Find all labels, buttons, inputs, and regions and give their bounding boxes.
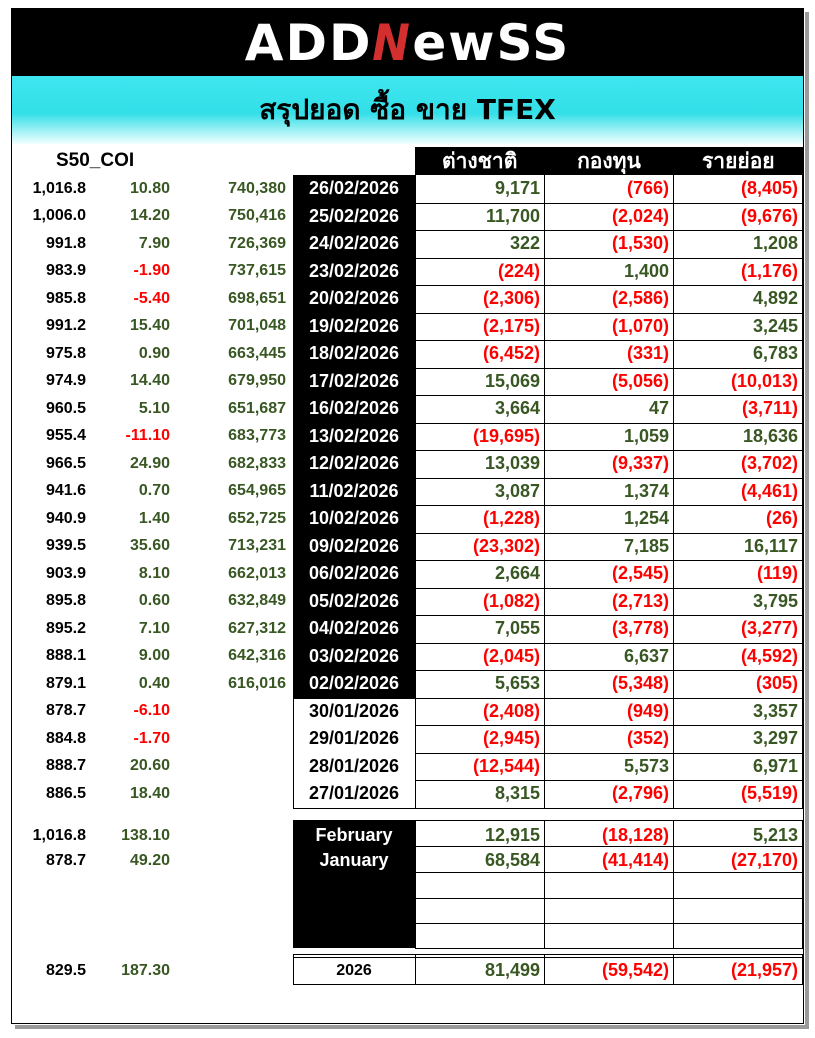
row-foreign-value: 8,315 [494,783,540,804]
row-retail-value: (4,461) [740,480,798,501]
row-oi-value: 701,048 [228,317,286,335]
row-s50-value: 895.2 [45,619,86,637]
header-retail: รายย่อย [702,149,775,173]
row-oi-value: 651,687 [228,399,286,417]
row-s50-value: 888.1 [45,647,86,665]
row-date: 28/01/2026 [293,753,415,781]
monthly-divider [415,846,803,847]
yearly-column-divider [544,954,545,984]
monthly-retail-value: (27,170) [730,850,798,870]
row-change-value: 7.10 [138,619,170,637]
row-change-value: 0.90 [138,344,170,362]
row-retail-value: (8,405) [740,178,798,199]
row-oi-value: 679,950 [228,372,286,390]
row-date: 20/02/2026 [293,285,415,313]
row-date: 18/02/2026 [293,340,415,368]
row-institution-value: (2,586) [611,288,669,309]
row-foreign-value: (224) [497,260,540,281]
row-s50-value: 903.9 [45,564,86,582]
column-divider [673,175,674,808]
row-s50-value: 985.8 [45,289,86,307]
row-change-value: 15.40 [129,317,170,335]
monthly-s50-value: 878.7 [45,851,86,869]
yearly-column-divider [673,954,674,984]
header-institution: กองทุน [577,149,641,173]
yearly-divider [293,984,803,985]
row-retail-value: (3,702) [740,453,798,474]
row-foreign-value: 3,664 [494,398,540,419]
row-date: 19/02/2026 [293,313,415,341]
row-oi-value: 740,380 [228,179,286,197]
yearly-divider [293,957,803,958]
column-divider [802,175,803,808]
row-foreign-value: (19,695) [472,425,540,446]
row-divider [293,698,803,699]
row-oi-value: 663,445 [228,344,286,362]
row-foreign-value: 15,069 [484,370,540,391]
row-retail-value: (26) [765,508,798,529]
monthly-divider [415,923,803,924]
row-foreign-value: 2,664 [494,563,540,584]
row-change-value: 8.10 [138,564,170,582]
row-retail-value: 3,245 [752,315,798,336]
row-date: 11/02/2026 [293,478,415,506]
row-change-value: 0.40 [138,674,170,692]
row-foreign-value: (12,544) [472,755,540,776]
row-s50-value: 895.8 [45,592,86,610]
row-foreign-value: (2,306) [482,288,540,309]
row-institution-value: 6,637 [623,645,669,666]
row-divider [293,808,803,809]
monthly-change-value: 49.20 [129,851,170,869]
brand-prefix: ADD [244,13,373,72]
yearly-change-value: 187.30 [121,961,170,979]
yearly-foreign-value: 81,499 [484,960,540,980]
row-change-value: 0.70 [138,482,170,500]
monthly-change-value: 138.10 [121,826,170,844]
row-institution-value: (5,056) [611,370,669,391]
row-institution-value: (331) [626,343,669,364]
row-foreign-value: (2,175) [482,315,540,336]
row-retail-value: (3,277) [740,618,798,639]
row-s50-value: 884.8 [45,729,86,747]
row-institution-value: (1,070) [611,315,669,336]
row-change-value: 5.10 [138,399,170,417]
row-institution-value: 1,254 [623,508,669,529]
row-date: 24/02/2026 [293,230,415,258]
row-foreign-value: (2,408) [482,700,540,721]
row-retail-value: 6,783 [752,343,798,364]
monthly-label-box [293,820,415,948]
yearly-retail-value: (21,957) [730,960,798,980]
row-oi-value: 682,833 [228,454,286,472]
row-foreign-value: (1,228) [482,508,540,529]
row-s50-value: 991.8 [45,234,86,252]
row-change-value: -6.10 [133,702,170,720]
column-header-row [415,147,803,175]
row-change-value: 14.40 [129,372,170,390]
row-date: 13/02/2026 [293,423,415,451]
row-s50-value: 941.6 [45,482,86,500]
row-change-value: 0.60 [138,592,170,610]
row-retail-value: 6,971 [752,755,798,776]
brand-suffix: ewSS [412,13,571,72]
row-foreign-value: 7,055 [494,618,540,639]
row-retail-value: 3,297 [752,728,798,749]
row-date: 23/02/2026 [293,258,415,286]
row-date: 27/01/2026 [293,780,415,808]
monthly-column-divider [673,820,674,948]
row-oi-value: 737,615 [228,262,286,280]
row-date: 10/02/2026 [293,505,415,533]
row-institution-value: (2,796) [611,783,669,804]
month-label: February [315,825,393,845]
row-change-value: -5.40 [133,289,170,307]
monthly-s50-value: 1,016.8 [32,826,86,844]
header-foreign: ต่างชาติ [441,149,518,173]
yearly-divider [293,954,803,955]
row-s50-value: 879.1 [45,674,86,692]
row-foreign-value: (2,045) [482,645,540,666]
row-change-value: 14.20 [129,207,170,225]
row-institution-value: (949) [626,700,669,721]
row-oi-value: 652,725 [228,509,286,527]
row-retail-value: (1,176) [740,260,798,281]
row-oi-value: 683,773 [228,427,286,445]
row-s50-value: 888.7 [45,757,86,775]
row-change-value: 18.40 [129,784,170,802]
yearly-column-divider [293,954,294,984]
row-institution-value: (9,337) [611,453,669,474]
row-change-value: -11.10 [125,427,170,445]
row-change-value: 7.90 [138,234,170,252]
row-change-value: -1.90 [133,262,170,280]
row-institution-value: 5,573 [623,755,669,776]
month-label: January [319,850,389,870]
row-date: 02/02/2026 [293,670,415,698]
row-date: 25/02/2026 [293,203,415,231]
row-s50-value: 960.5 [45,399,86,417]
row-s50-value: 878.7 [45,702,86,720]
row-retail-value: 4,892 [752,288,798,309]
row-institution-value: 1,400 [623,260,669,281]
row-s50-value: 991.2 [45,317,86,335]
row-date: 12/02/2026 [293,450,415,478]
row-retail-value: (4,592) [740,645,798,666]
row-institution-value: 7,185 [623,535,669,556]
row-s50-value: 975.8 [45,344,86,362]
row-s50-value: 939.5 [45,537,86,555]
row-change-value: 9.00 [138,647,170,665]
row-date: 30/01/2026 [293,698,415,726]
monthly-column-divider [802,820,803,948]
row-retail-value: (3,711) [741,398,798,419]
row-s50-value: 955.4 [45,427,86,445]
monthly-foreign-value: 68,584 [484,850,540,870]
row-retail-value: 3,795 [752,590,798,611]
row-oi-value: 616,016 [228,674,286,692]
row-retail-value: 1,208 [752,233,798,254]
row-change-value: 1.40 [138,509,170,527]
column-divider [415,175,416,808]
frame-shadow-right [805,12,809,1028]
row-institution-value: (2,024) [611,205,669,226]
page-title: สรุปยอด ซื้อ ขาย TFEX [259,93,556,126]
row-s50-value: 886.5 [45,784,86,802]
row-s50-value: 966.5 [45,454,86,472]
row-oi-value: 662,013 [228,564,286,582]
row-date: 09/02/2026 [293,533,415,561]
row-retail-value: (10,013) [730,370,798,391]
row-foreign-value: (2,945) [482,728,540,749]
row-s50-value: 1,006.0 [32,207,86,225]
row-foreign-value: (23,302) [472,535,540,556]
row-institution-value: (3,778) [611,618,669,639]
row-s50-value: 983.9 [45,262,86,280]
row-retail-value: (119) [756,563,798,584]
row-s50-value: 1,016.8 [32,179,86,197]
row-foreign-value: (1,082) [482,590,540,611]
row-foreign-value: 11,700 [485,205,540,226]
monthly-divider [415,820,803,821]
logo-banner [12,9,803,76]
row-retail-value: (9,676) [740,205,798,226]
row-date: 03/02/2026 [293,643,415,671]
yearly-institution-value: (59,542) [601,960,669,980]
row-oi-value: 713,231 [228,537,286,555]
row-oi-value: 627,312 [228,619,286,637]
monthly-column-divider [544,820,545,948]
monthly-divider [415,872,803,873]
yearly-s50-value: 829.5 [45,961,86,979]
row-foreign-value: 5,653 [494,673,540,694]
row-institution-value: 1,374 [623,480,669,501]
row-change-value: -1.70 [133,729,170,747]
row-oi-value: 750,416 [228,207,286,225]
column-divider [293,698,294,808]
row-institution-value: (1,530) [611,233,669,254]
monthly-institution-value: (18,128) [601,825,669,845]
row-foreign-value: 322 [509,233,540,254]
frame-shadow-bottom [15,1025,809,1029]
row-retail-value: 3,357 [752,700,798,721]
row-date: 04/02/2026 [293,615,415,643]
row-change-value: 20.60 [129,757,170,775]
row-s50-value: 940.9 [45,509,86,527]
monthly-retail-value: 5,213 [752,825,798,845]
row-institution-value: 47 [648,398,669,419]
row-institution-value: (352) [626,728,669,749]
row-institution-value: (5,348) [611,673,669,694]
row-date: 06/02/2026 [293,560,415,588]
row-s50-value: 974.9 [45,372,86,390]
row-date: 17/02/2026 [293,368,415,396]
brand-n-mark: N [372,13,413,72]
yearly-column-divider [415,954,416,984]
row-retail-value: (5,519) [740,783,798,804]
monthly-column-divider [415,820,416,948]
row-oi-value: 654,965 [228,482,286,500]
row-retail-value: 16,117 [743,535,798,556]
row-oi-value: 726,369 [228,234,286,252]
row-oi-value: 642,316 [228,647,286,665]
year-label: 2026 [336,962,372,979]
row-foreign-value: 3,087 [494,480,540,501]
row-date: 26/02/2026 [293,175,415,203]
monthly-foreign-value: 12,915 [484,825,540,845]
row-oi-value: 698,651 [228,289,286,307]
row-foreign-value: (6,452) [482,343,540,364]
row-change-value: 10.80 [129,179,170,197]
monthly-institution-value: (41,414) [601,850,669,870]
row-change-value: 35.60 [129,537,170,555]
row-institution-value: 1,059 [623,425,669,446]
column-divider [544,175,545,808]
row-change-value: 24.90 [129,454,170,472]
row-date: 05/02/2026 [293,588,415,616]
title-banner [12,76,803,144]
row-oi-value: 632,849 [228,592,286,610]
row-date: 29/01/2026 [293,725,415,753]
row-date: 16/02/2026 [293,395,415,423]
row-retail-value: 18,636 [742,425,798,446]
yearly-column-divider [802,954,803,984]
row-institution-value: (766) [626,178,669,199]
brand-logo [245,14,570,72]
s50-label: S50_COI [56,150,135,171]
monthly-divider [415,948,803,949]
row-foreign-value: 13,039 [484,453,540,474]
row-foreign-value: 9,171 [494,178,540,199]
row-institution-value: (2,713) [611,590,669,611]
row-retail-value: (305) [755,673,798,694]
row-institution-value: (2,545) [611,563,669,584]
monthly-divider [415,898,803,899]
